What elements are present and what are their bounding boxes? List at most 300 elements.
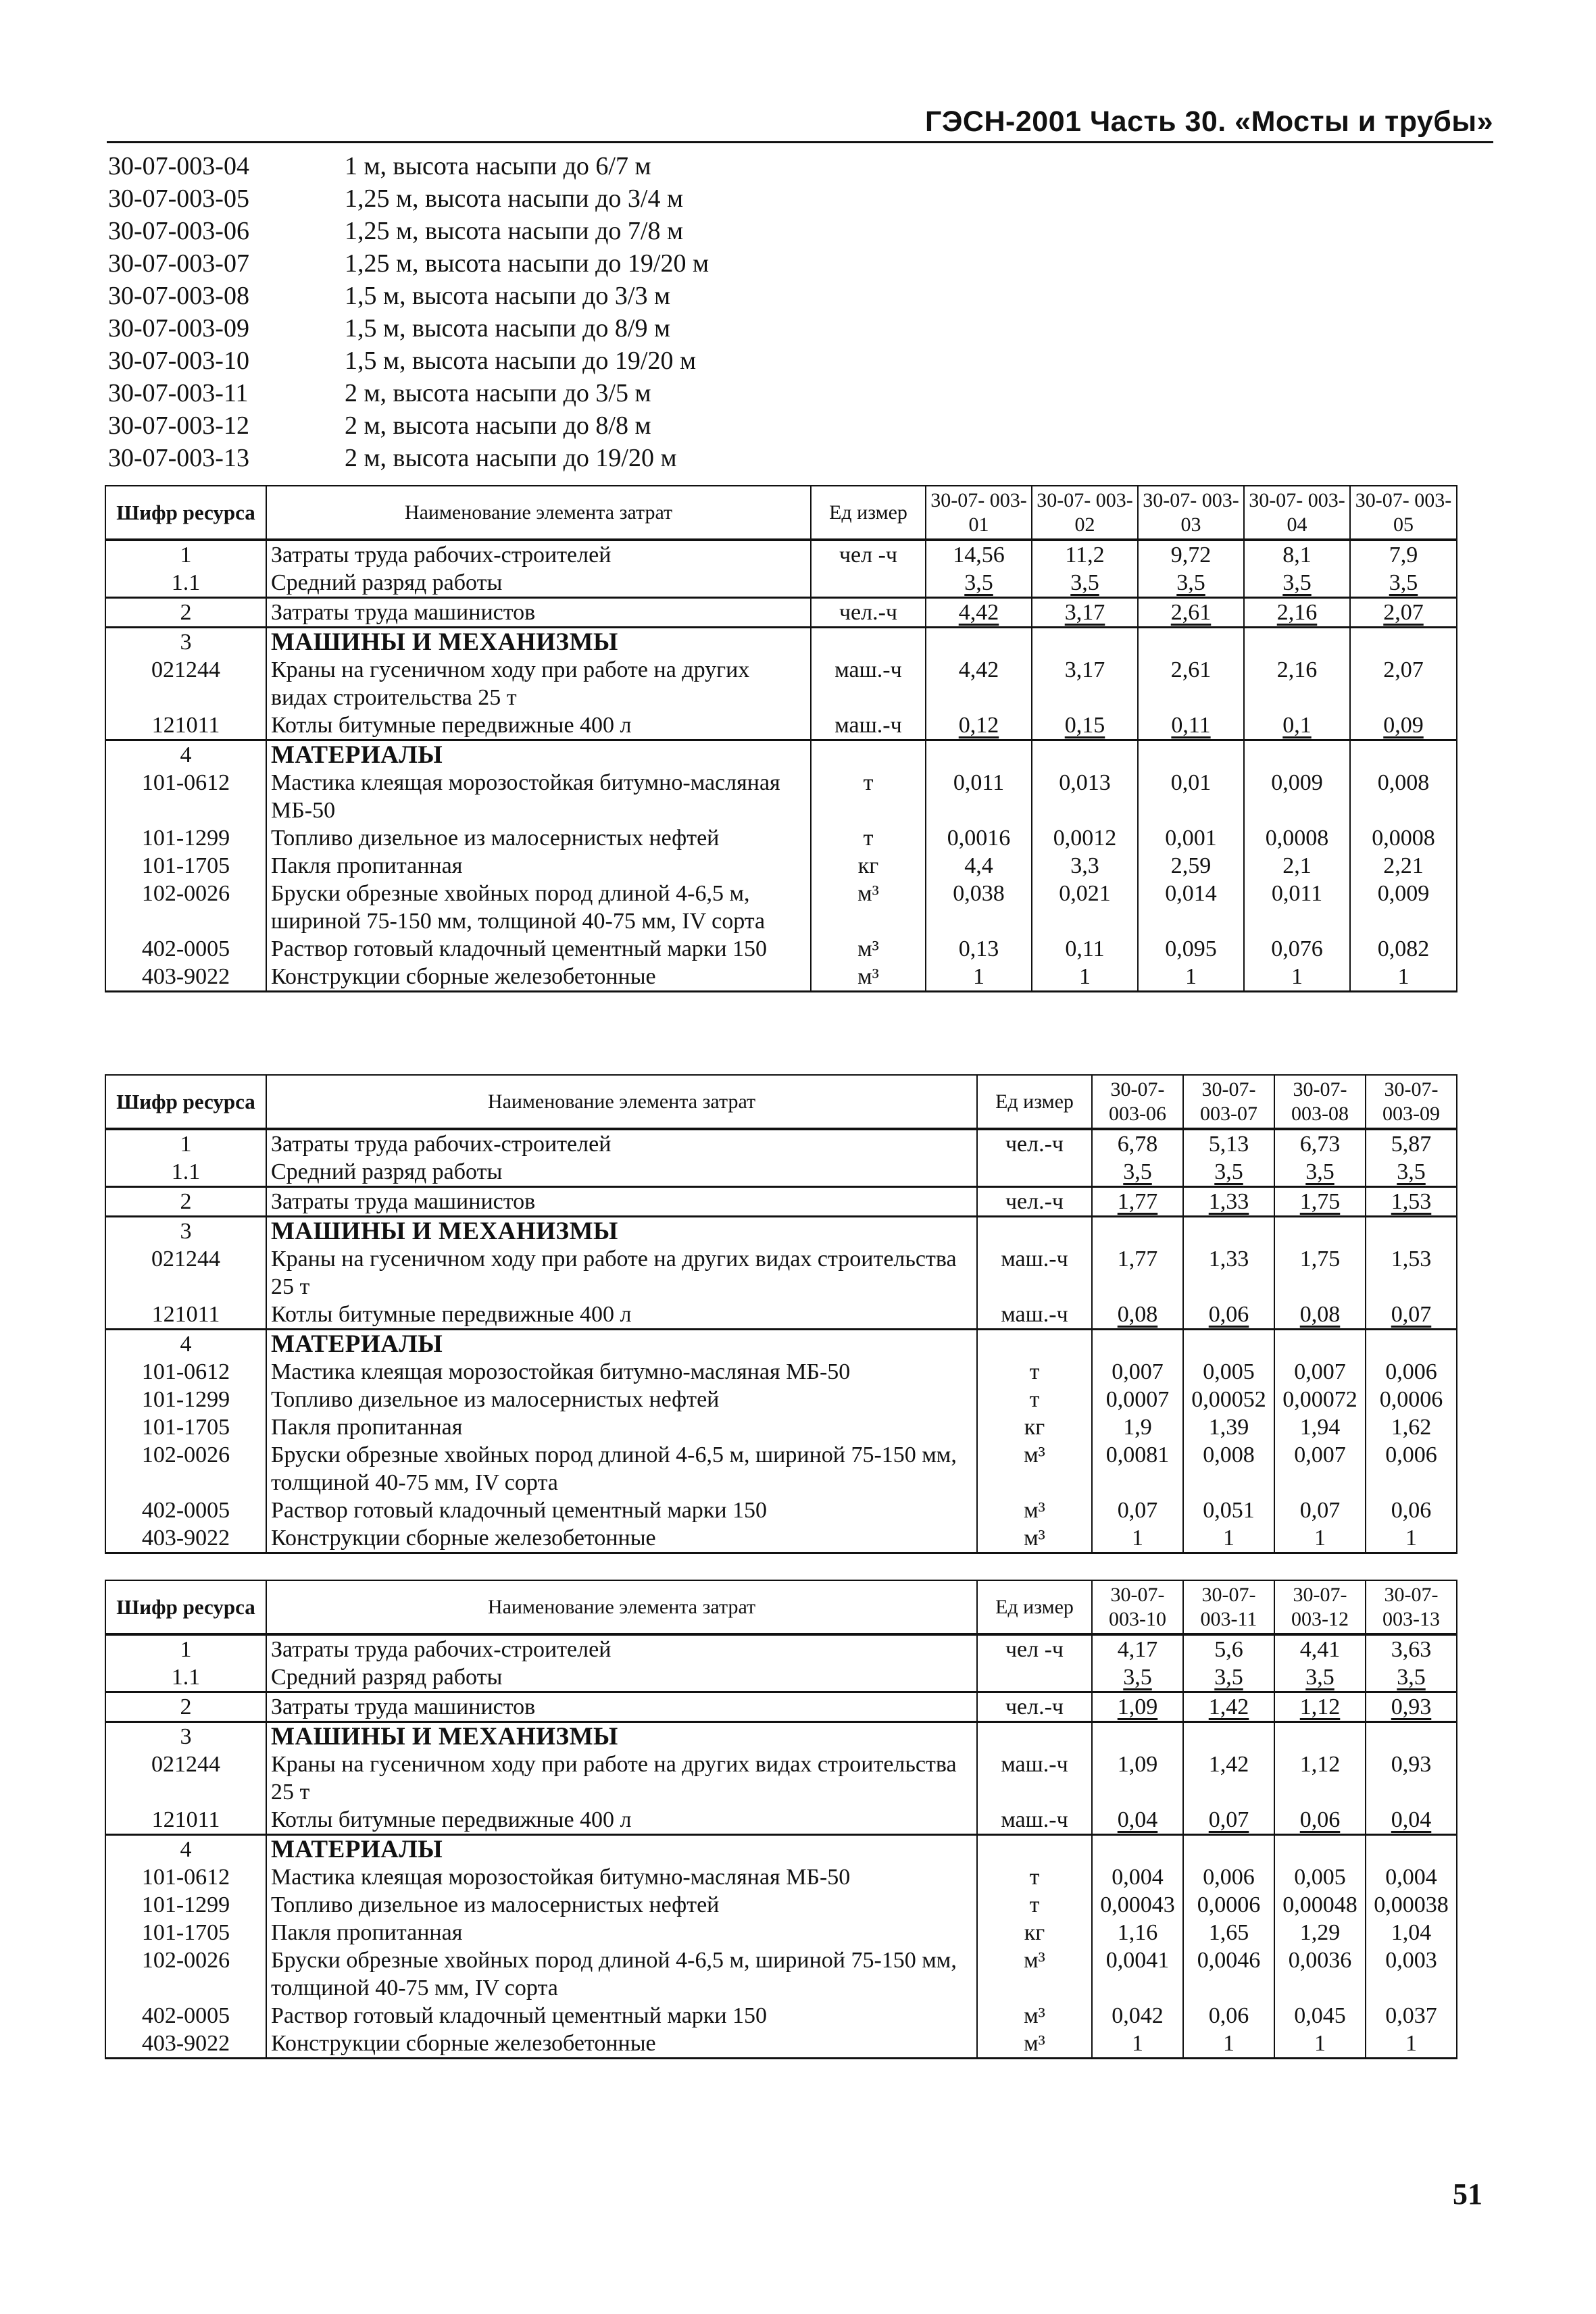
resource-table-2 xyxy=(105,1074,1457,1554)
value-cell: 1,42 xyxy=(1183,1751,1274,1806)
table-row xyxy=(105,880,1457,935)
value-cell xyxy=(1274,1330,1366,1359)
header-unit: Ед измер xyxy=(977,1580,1092,1634)
cost-element-cell: Затраты труда рабочих-строителей xyxy=(266,540,811,569)
section-title-cell: МАТЕРИАЛЫ xyxy=(266,1835,977,1864)
cost-element-cell: Средний разряд работы xyxy=(266,1663,977,1692)
code-row xyxy=(108,377,919,409)
unit-cell: м³ xyxy=(977,1946,1092,2002)
value-cell xyxy=(1183,1835,1274,1864)
value-cell xyxy=(1183,1217,1274,1246)
value-cell: 0,06 xyxy=(1183,1301,1274,1330)
section-title-cell: МАШИНЫ И МЕХАНИЗМЫ xyxy=(266,628,811,657)
value-cell: 0,00043 xyxy=(1092,1891,1183,1919)
value-cell: 1,33 xyxy=(1183,1187,1274,1217)
value-cell xyxy=(1366,1835,1457,1864)
resource-code-cell: 1.1 xyxy=(105,1158,266,1187)
value-cell: 1,16 xyxy=(1092,1919,1183,1946)
value-cell: 1,62 xyxy=(1366,1413,1457,1441)
resource-code-cell: 102-0026 xyxy=(105,1441,266,1496)
codes-list xyxy=(108,150,919,474)
value-cell: 0,006 xyxy=(1183,1863,1274,1891)
value-cell: 0,0006 xyxy=(1183,1891,1274,1919)
table-row xyxy=(105,1358,1457,1386)
value-cell xyxy=(1183,1330,1274,1359)
code-description: 1,25 м, высота насыпи до 19/20 м xyxy=(345,249,709,278)
header-norm-code: 30-07- 003-07 xyxy=(1183,1075,1274,1129)
value-cell: 1 xyxy=(1092,2030,1183,2059)
value-cell: 3,5 xyxy=(1366,1663,1457,1692)
value-cell: 0,021 xyxy=(1032,880,1138,935)
value-cell xyxy=(1350,740,1457,770)
page-header xyxy=(107,101,1493,143)
header-cost-element: Наименование элемента затрат xyxy=(266,1075,977,1129)
value-cell: 3,63 xyxy=(1366,1634,1457,1663)
table-row xyxy=(105,1301,1457,1330)
unit-cell: кг xyxy=(811,852,926,880)
cost-element-cell: Топливо дизельное из малосернистых нефтей xyxy=(266,1386,977,1413)
cost-element-cell: Затраты труда рабочих-строителей xyxy=(266,1634,977,1663)
table-row xyxy=(105,598,1457,628)
value-cell: 0,93 xyxy=(1366,1751,1457,1806)
header-norm-code: 30-07- 003-03 xyxy=(1138,486,1244,540)
cost-element-cell: Затраты труда машинистов xyxy=(266,1692,977,1722)
value-cell: 0,004 xyxy=(1092,1863,1183,1891)
resource-code-cell: 4 xyxy=(105,1330,266,1359)
value-cell: 1,75 xyxy=(1274,1187,1366,1217)
table-row xyxy=(105,1863,1457,1891)
value-cell: 3,5 xyxy=(1274,1158,1366,1187)
value-cell: 1,33 xyxy=(1183,1245,1274,1301)
value-cell: 0,042 xyxy=(1092,2002,1183,2030)
code-number: 30-07-003-07 xyxy=(108,249,249,278)
table-row xyxy=(105,1634,1457,1663)
value-cell: 0,007 xyxy=(1274,1441,1366,1496)
value-cell: 0,09 xyxy=(1350,711,1457,740)
cost-element-cell: Котлы битумные передвижные 400 л xyxy=(266,1301,977,1330)
unit-cell xyxy=(977,1330,1092,1359)
value-cell: 0,006 xyxy=(1366,1358,1457,1386)
value-cell: 1 xyxy=(1366,2030,1457,2059)
value-cell: 3,5 xyxy=(1274,1663,1366,1692)
cost-element-cell: Бруски обрезные хвойных пород длиной 4-6,5 м, шириной 75-150 мм, толщиной 40-75 мм, IV сорта xyxy=(266,1946,977,2002)
value-cell: 5,6 xyxy=(1183,1634,1274,1663)
unit-cell: чел -ч xyxy=(811,540,926,569)
value-cell: 2,07 xyxy=(1350,656,1457,711)
cost-element-cell: Котлы битумные передвижные 400 л xyxy=(266,1806,977,1835)
unit-cell: м³ xyxy=(977,2002,1092,2030)
value-cell xyxy=(1092,1722,1183,1751)
value-cell xyxy=(926,740,1032,770)
resource-code-cell: 403-9022 xyxy=(105,2030,266,2059)
value-cell: 0,014 xyxy=(1138,880,1244,935)
resource-code-cell: 101-0612 xyxy=(105,769,266,824)
header-resource-code: Шифр ресурса xyxy=(105,486,266,540)
value-cell: 14,56 xyxy=(926,540,1032,569)
value-cell: 2,21 xyxy=(1350,852,1457,880)
value-cell: 2,61 xyxy=(1138,656,1244,711)
unit-cell: чел.-ч xyxy=(811,598,926,628)
value-cell: 0,00052 xyxy=(1183,1386,1274,1413)
resource-code-cell: 101-1299 xyxy=(105,1891,266,1919)
cost-element-cell: Затраты труда рабочих-строителей xyxy=(266,1129,977,1158)
page-number: 51 xyxy=(1453,2178,1482,2211)
value-cell: 1 xyxy=(1138,963,1244,992)
value-cell: 0,1 xyxy=(1244,711,1350,740)
unit-cell: т xyxy=(977,1386,1092,1413)
value-cell: 5,13 xyxy=(1183,1129,1274,1158)
code-number: 30-07-003-06 xyxy=(108,217,249,245)
value-cell: 3,5 xyxy=(1138,569,1244,598)
value-cell: 0,15 xyxy=(1032,711,1138,740)
value-cell xyxy=(1366,1330,1457,1359)
table-row xyxy=(105,1722,1457,1751)
table-row xyxy=(105,1692,1457,1722)
value-cell xyxy=(1274,1217,1366,1246)
value-cell: 0,007 xyxy=(1092,1358,1183,1386)
unit-cell xyxy=(811,569,926,598)
value-cell: 3,5 xyxy=(1350,569,1457,598)
cost-element-cell: Топливо дизельное из малосернистых нефтей xyxy=(266,1891,977,1919)
unit-cell: т xyxy=(811,824,926,852)
cost-element-cell: Бруски обрезные хвойных пород длиной 4-6,5 м, шириной 75-150 мм, толщиной 40-75 мм, IV сорта xyxy=(266,880,811,935)
resource-code-cell: 1 xyxy=(105,540,266,569)
resource-code-cell: 3 xyxy=(105,628,266,657)
value-cell: 1 xyxy=(1183,1524,1274,1553)
value-cell: 3,5 xyxy=(1183,1663,1274,1692)
value-cell: 4,42 xyxy=(926,598,1032,628)
table-row xyxy=(105,1751,1457,1806)
unit-cell: маш.-ч xyxy=(977,1751,1092,1806)
value-cell: 0,005 xyxy=(1274,1863,1366,1891)
value-cell: 1 xyxy=(1032,963,1138,992)
resource-code-cell: 101-0612 xyxy=(105,1863,266,1891)
unit-cell: чел.-ч xyxy=(977,1129,1092,1158)
resource-code-cell: 021244 xyxy=(105,1245,266,1301)
resource-code-cell: 2 xyxy=(105,1692,266,1722)
table-row xyxy=(105,1330,1457,1359)
unit-cell: м³ xyxy=(977,1496,1092,1524)
value-cell: 0,076 xyxy=(1244,935,1350,963)
table-row xyxy=(105,1806,1457,1835)
resource-code-cell: 402-0005 xyxy=(105,1496,266,1524)
cost-element-cell: Краны на гусеничном ходу при работе на других видах строительства 25 т xyxy=(266,656,811,711)
value-cell: 3,5 xyxy=(1183,1158,1274,1187)
resource-table-3 xyxy=(105,1580,1457,2059)
code-description: 2 м, высота насыпи до 8/8 м xyxy=(345,411,651,440)
value-cell xyxy=(1366,1217,1457,1246)
value-cell: 0,06 xyxy=(1183,2002,1274,2030)
code-number: 30-07-003-12 xyxy=(108,411,249,440)
code-row xyxy=(108,247,919,280)
value-cell: 0,0041 xyxy=(1092,1946,1183,2002)
cost-element-cell: Конструкции сборные железобетонные xyxy=(266,2030,977,2059)
resource-code-cell: 121011 xyxy=(105,711,266,740)
resource-code-cell: 3 xyxy=(105,1217,266,1246)
value-cell xyxy=(1244,740,1350,770)
value-cell xyxy=(1138,740,1244,770)
header-cost-element: Наименование элемента затрат xyxy=(266,1580,977,1634)
code-row xyxy=(108,182,919,215)
cost-element-cell: Конструкции сборные железобетонные xyxy=(266,963,811,992)
cost-element-cell: Мастика клеящая морозостойкая битумно-масляная МБ-50 xyxy=(266,1863,977,1891)
code-number: 30-07-003-10 xyxy=(108,347,249,375)
value-cell: 0,0008 xyxy=(1350,824,1457,852)
table-row xyxy=(105,1919,1457,1946)
value-cell: 0,045 xyxy=(1274,2002,1366,2030)
value-cell xyxy=(1092,1330,1183,1359)
header-cost-element: Наименование элемента затрат xyxy=(266,486,811,540)
cost-element-cell: Краны на гусеничном ходу при работе на других видах строительства 25 т xyxy=(266,1751,977,1806)
value-cell: 0,011 xyxy=(926,769,1032,824)
cost-element-cell: Раствор готовый кладочный цементный марки 150 xyxy=(266,1496,977,1524)
header-norm-code: 30-07- 003-10 xyxy=(1092,1580,1183,1634)
table-row xyxy=(105,1441,1457,1496)
cost-element-cell: Мастика клеящая морозостойкая битумно-масляная МБ-50 xyxy=(266,769,811,824)
value-cell: 0,01 xyxy=(1138,769,1244,824)
value-cell: 1,12 xyxy=(1274,1692,1366,1722)
value-cell: 0,0081 xyxy=(1092,1441,1183,1496)
code-number: 30-07-003-05 xyxy=(108,184,249,213)
unit-cell: т xyxy=(977,1358,1092,1386)
resource-code-cell: 101-1705 xyxy=(105,1919,266,1946)
unit-cell: м³ xyxy=(977,1524,1092,1553)
value-cell: 1 xyxy=(1183,2030,1274,2059)
value-cell: 0,009 xyxy=(1350,880,1457,935)
value-cell: 0,051 xyxy=(1183,1496,1274,1524)
unit-cell: т xyxy=(977,1863,1092,1891)
value-cell: 0,08 xyxy=(1274,1301,1366,1330)
value-cell: 0,07 xyxy=(1092,1496,1183,1524)
value-cell: 0,13 xyxy=(926,935,1032,963)
code-description: 1,25 м, высота насыпи до 3/4 м xyxy=(345,184,684,213)
value-cell: 1,29 xyxy=(1274,1919,1366,1946)
cost-element-cell: Пакля пропитанная xyxy=(266,1413,977,1441)
value-cell: 3,17 xyxy=(1032,598,1138,628)
header-norm-code: 30-07- 003-05 xyxy=(1350,486,1457,540)
value-cell: 0,08 xyxy=(1092,1301,1183,1330)
unit-cell: чел -ч xyxy=(977,1634,1092,1663)
value-cell: 0,005 xyxy=(1183,1358,1274,1386)
value-cell: 1,77 xyxy=(1092,1245,1183,1301)
header-norm-code: 30-07- 003-12 xyxy=(1274,1580,1366,1634)
header-title: ГЭСН-2001 Часть 30. «Мосты и трубы» xyxy=(924,105,1493,138)
table-row xyxy=(105,852,1457,880)
value-cell: 0,008 xyxy=(1183,1441,1274,1496)
header-norm-code: 30-07- 003-01 xyxy=(926,486,1032,540)
unit-cell xyxy=(977,1158,1092,1187)
unit-cell: маш.-ч xyxy=(811,656,926,711)
table-row xyxy=(105,2002,1457,2030)
cost-element-cell: Пакля пропитанная xyxy=(266,1919,977,1946)
code-number: 30-07-003-04 xyxy=(108,152,249,180)
code-row xyxy=(108,312,919,345)
value-cell: 0,009 xyxy=(1244,769,1350,824)
table-row xyxy=(105,1129,1457,1158)
table-row xyxy=(105,711,1457,740)
table-row xyxy=(105,740,1457,770)
resource-code-cell: 121011 xyxy=(105,1301,266,1330)
table-row xyxy=(105,1413,1457,1441)
cost-element-cell: Средний разряд работы xyxy=(266,569,811,598)
value-cell: 3,5 xyxy=(926,569,1032,598)
resource-code-cell: 3 xyxy=(105,1722,266,1751)
resource-code-cell: 021244 xyxy=(105,1751,266,1806)
value-cell: 1,39 xyxy=(1183,1413,1274,1441)
value-cell: 1,09 xyxy=(1092,1751,1183,1806)
value-cell: 1 xyxy=(926,963,1032,992)
section-title-cell: МАТЕРИАЛЫ xyxy=(266,1330,977,1359)
unit-cell: маш.-ч xyxy=(977,1806,1092,1835)
value-cell: 3,5 xyxy=(1244,569,1350,598)
code-description: 1,25 м, высота насыпи до 7/8 м xyxy=(345,217,684,245)
unit-cell: м³ xyxy=(811,880,926,935)
resource-code-cell: 402-0005 xyxy=(105,935,266,963)
value-cell: 4,42 xyxy=(926,656,1032,711)
cost-element-cell: Мастика клеящая морозостойкая битумно-масляная МБ-50 xyxy=(266,1358,977,1386)
value-cell: 3,17 xyxy=(1032,656,1138,711)
value-cell xyxy=(1366,1722,1457,1751)
value-cell: 1,12 xyxy=(1274,1751,1366,1806)
cost-element-cell: Бруски обрезные хвойных пород длиной 4-6,5 м, шириной 75-150 мм, толщиной 40-75 мм, IV сорта xyxy=(266,1441,977,1496)
value-cell: 3,5 xyxy=(1092,1158,1183,1187)
value-cell: 0,004 xyxy=(1366,1863,1457,1891)
resource-code-cell: 102-0026 xyxy=(105,1946,266,2002)
header-norm-code: 30-07- 003-06 xyxy=(1092,1075,1183,1129)
unit-cell: м³ xyxy=(811,935,926,963)
value-cell: 0,07 xyxy=(1366,1301,1457,1330)
value-cell xyxy=(1183,1722,1274,1751)
value-cell: 0,013 xyxy=(1032,769,1138,824)
value-cell: 9,72 xyxy=(1138,540,1244,569)
header-norm-code: 30-07- 003-08 xyxy=(1274,1075,1366,1129)
code-row xyxy=(108,442,919,474)
value-cell: 6,73 xyxy=(1274,1129,1366,1158)
code-number: 30-07-003-09 xyxy=(108,314,249,343)
table-row xyxy=(105,1245,1457,1301)
value-cell: 0,003 xyxy=(1366,1946,1457,2002)
unit-cell xyxy=(977,1663,1092,1692)
cost-element-cell: Затраты труда машинистов xyxy=(266,1187,977,1217)
cost-element-cell: Раствор готовый кладочный цементный марки 150 xyxy=(266,2002,977,2030)
value-cell: 0,11 xyxy=(1138,711,1244,740)
resource-code-cell: 402-0005 xyxy=(105,2002,266,2030)
table-row xyxy=(105,1217,1457,1246)
resource-table-1 xyxy=(105,485,1457,992)
resource-code-cell: 101-0612 xyxy=(105,1358,266,1386)
unit-cell: чел.-ч xyxy=(977,1187,1092,1217)
value-cell xyxy=(1032,740,1138,770)
table-row xyxy=(105,540,1457,569)
unit-cell xyxy=(977,1722,1092,1751)
value-cell: 3,3 xyxy=(1032,852,1138,880)
value-cell: 11,2 xyxy=(1032,540,1138,569)
value-cell: 1,09 xyxy=(1092,1692,1183,1722)
code-description: 1,5 м, высота насыпи до 8/9 м xyxy=(345,314,671,343)
value-cell xyxy=(1274,1722,1366,1751)
unit-cell: чел.-ч xyxy=(977,1692,1092,1722)
value-cell: 3,5 xyxy=(1366,1158,1457,1187)
header-norm-code: 30-07- 003-09 xyxy=(1366,1075,1457,1129)
resource-code-cell: 102-0026 xyxy=(105,880,266,935)
code-description: 1,5 м, высота насыпи до 3/3 м xyxy=(345,282,671,310)
value-cell: 0,93 xyxy=(1366,1692,1457,1722)
section-title-cell: МАТЕРИАЛЫ xyxy=(266,740,811,770)
code-number: 30-07-003-13 xyxy=(108,444,249,472)
value-cell: 2,16 xyxy=(1244,656,1350,711)
header-resource-code: Шифр ресурса xyxy=(105,1075,266,1129)
resource-code-cell: 101-1299 xyxy=(105,1386,266,1413)
table-row xyxy=(105,935,1457,963)
value-cell: 0,0006 xyxy=(1366,1386,1457,1413)
resource-code-cell: 1.1 xyxy=(105,1663,266,1692)
table-header-row xyxy=(105,1075,1457,1129)
cost-element-cell: Краны на гусеничном ходу при работе на других видах строительства 25 т xyxy=(266,1245,977,1301)
value-cell: 1,75 xyxy=(1274,1245,1366,1301)
value-cell: 4,17 xyxy=(1092,1634,1183,1663)
value-cell: 0,12 xyxy=(926,711,1032,740)
code-description: 2 м, высота насыпи до 19/20 м xyxy=(345,444,677,472)
value-cell: 0,006 xyxy=(1366,1441,1457,1496)
header-unit: Ед измер xyxy=(811,486,926,540)
table-header-row xyxy=(105,486,1457,540)
resource-code-cell: 1 xyxy=(105,1129,266,1158)
resource-code-cell: 101-1705 xyxy=(105,852,266,880)
table-row xyxy=(105,824,1457,852)
value-cell: 0,037 xyxy=(1366,2002,1457,2030)
resource-code-cell: 2 xyxy=(105,1187,266,1217)
header-norm-code: 30-07- 003-13 xyxy=(1366,1580,1457,1634)
value-cell: 0,095 xyxy=(1138,935,1244,963)
value-cell: 1 xyxy=(1274,2030,1366,2059)
code-number: 30-07-003-08 xyxy=(108,282,249,310)
value-cell: 0,06 xyxy=(1274,1806,1366,1835)
value-cell: 3,5 xyxy=(1092,1663,1183,1692)
value-cell: 1,53 xyxy=(1366,1187,1457,1217)
value-cell: 0,0012 xyxy=(1032,824,1138,852)
unit-cell: маш.-ч xyxy=(811,711,926,740)
value-cell: 3,5 xyxy=(1032,569,1138,598)
code-row xyxy=(108,150,919,182)
unit-cell: м³ xyxy=(811,963,926,992)
value-cell: 2,59 xyxy=(1138,852,1244,880)
value-cell: 1,42 xyxy=(1183,1692,1274,1722)
value-cell: 0,0036 xyxy=(1274,1946,1366,2002)
unit-cell: маш.-ч xyxy=(977,1301,1092,1330)
value-cell xyxy=(1244,628,1350,657)
table-row xyxy=(105,1663,1457,1692)
resource-code-cell: 1.1 xyxy=(105,569,266,598)
value-cell: 1 xyxy=(1244,963,1350,992)
table-row xyxy=(105,656,1457,711)
resource-code-cell: 4 xyxy=(105,740,266,770)
value-cell: 1,04 xyxy=(1366,1919,1457,1946)
value-cell: 0,0016 xyxy=(926,824,1032,852)
table-row xyxy=(105,963,1457,992)
value-cell xyxy=(1274,1835,1366,1864)
unit-cell xyxy=(811,740,926,770)
table-header-row xyxy=(105,1580,1457,1634)
resource-code-cell: 101-1705 xyxy=(105,1413,266,1441)
cost-element-cell: Раствор готовый кладочный цементный марки 150 xyxy=(266,935,811,963)
value-cell: 1,77 xyxy=(1092,1187,1183,1217)
value-cell: 0,04 xyxy=(1366,1806,1457,1835)
code-row xyxy=(108,409,919,442)
value-cell: 0,0008 xyxy=(1244,824,1350,852)
value-cell: 8,1 xyxy=(1244,540,1350,569)
code-number: 30-07-003-11 xyxy=(108,379,249,407)
code-row xyxy=(108,345,919,377)
